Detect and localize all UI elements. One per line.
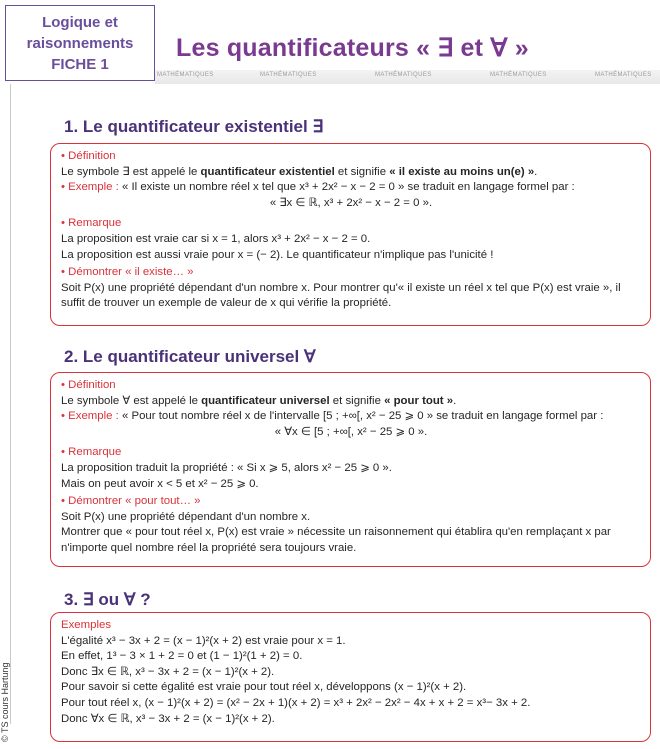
example-text: • Exemple : « Il existe un nombre réel x tel que x³ + 2x² − x − 2 = 0 » se traduit en langage formel par : <box>61 181 575 194</box>
remark-line: La proposition traduit la propriété : « Si x ⩾ 5, alors x² − 25 ⩾ 0 ». <box>61 461 392 474</box>
fiche-line-1: Logique et <box>42 13 118 31</box>
demo-line: Montrer que « pour tout réel x, P(x) est vraie » nécessite un raisonnement qui établira qu'en remplaçant x par <box>61 526 611 539</box>
demo-line: n'importe quel nombre réel la propriété sera toujours vraie. <box>61 541 357 554</box>
demo-line: Soit P(x) une propriété dépendant d'un nombre x. <box>61 510 311 523</box>
definition-heading: • Définition <box>61 379 116 391</box>
examples-heading: Exemples <box>61 619 112 631</box>
example-formal: « ∀x ∈ [5 ; +∞[, x² − 25 ⩾ 0 ». <box>274 425 428 438</box>
example-line: Donc ∃x ∈ ℝ, x³ − 3x + 2 = (x − 1)²(x + 2). <box>61 665 275 678</box>
remark-heading: • Remarque <box>61 446 122 459</box>
header-strip <box>155 70 660 84</box>
demo-heading: • Démontrer « pour tout… » <box>61 495 201 508</box>
panel-universal <box>50 372 651 567</box>
example-line: En effet, 1³ − 3 × 1 + 2 = 0 et (1 − 1)²(1 + 2) = 0. <box>61 650 303 663</box>
example-line: Donc ∀x ∈ ℝ, x³ − 3x + 2 = (x − 1)²(x + 2). <box>61 712 275 725</box>
example-line: L'égalité x³ − 3x + 2 = (x − 1)²(x + 2) est vraie pour x = 1. <box>61 634 346 647</box>
remark-line: La proposition est aussi vraie pour x = (− 2). Le quantificateur n'implique pas l'unicité ! <box>61 248 494 261</box>
demo-heading: • Démontrer « il existe… » <box>61 266 194 279</box>
copyright-notice: © TS cours Hartung <box>0 662 10 742</box>
panel-existential <box>50 143 651 326</box>
header-strip-label: MATHÉMATIQUES <box>375 72 432 78</box>
example-line: Pour savoir si cette égalité est vraie pour tout réel x, développons (x − 1)²(x + 2). <box>61 681 467 694</box>
definition-text: Le symbole ∃ est appelé le quantificateur existentiel et signifie « il existe au moins un(e) ». <box>61 165 538 178</box>
example-line: Pour tout réel x, (x − 1)²(x + 2) = (x² − 2x + 1)(x + 2) = x³ + 2x² − 2x² − 4x + x + 2 = x³− 3x + 2. <box>61 696 531 709</box>
panel-exists-or-forall <box>50 612 651 742</box>
demo-line: Soit P(x) une propriété dépendant d'un nombre x. Pour montrer qu'« il existe un réel x tel que P(x) est vraie », il <box>61 281 621 294</box>
example-formal: « ∃x ∈ ℝ, x³ + 2x² − x − 2 = 0 ». <box>269 196 433 209</box>
fiche-label <box>5 5 155 81</box>
fiche-line-3: FICHE 1 <box>51 55 109 73</box>
section-title-exists-or-forall: 3. ∃ ou ∀ ? <box>64 590 151 609</box>
section-title-universal: 2. Le quantificateur universel ∀ <box>64 347 316 366</box>
definition-text: Le symbole ∀ est appelé le quantificateur universel et signifie « pour tout ». <box>61 394 457 407</box>
example-text: • Exemple : « Pour tout nombre réel x de l'intervalle [5 ; +∞[, x² − 25 ⩾ 0 » se traduit en langage formel par : <box>61 410 604 423</box>
definition-heading: • Définition <box>61 150 116 162</box>
page-title: Les quantificateurs « ∃ et ∀ » <box>176 34 529 62</box>
header-strip-label: MATHÉMATIQUES <box>595 72 652 78</box>
remark-line: La proposition est vraie car si x = 1, alors x³ + 2x² − x − 2 = 0. <box>61 232 371 245</box>
section-title-existential: 1. Le quantificateur existentiel ∃ <box>64 117 324 136</box>
header-strip-label: MATHÉMATIQUES <box>260 72 317 78</box>
remark-heading: • Remarque <box>61 217 122 230</box>
demo-line: suffit de trouver un exemple de valeur de x qui vérifie la propriété. <box>61 297 392 310</box>
margin-divider <box>10 84 11 724</box>
fiche-line-2: raisonnements <box>26 34 134 52</box>
header-strip-label: MATHÉMATIQUES <box>490 72 547 78</box>
remark-line: Mais on peut avoir x < 5 et x² − 25 ⩾ 0. <box>61 477 259 490</box>
header-strip-label: MATHÉMATIQUES <box>157 72 214 78</box>
